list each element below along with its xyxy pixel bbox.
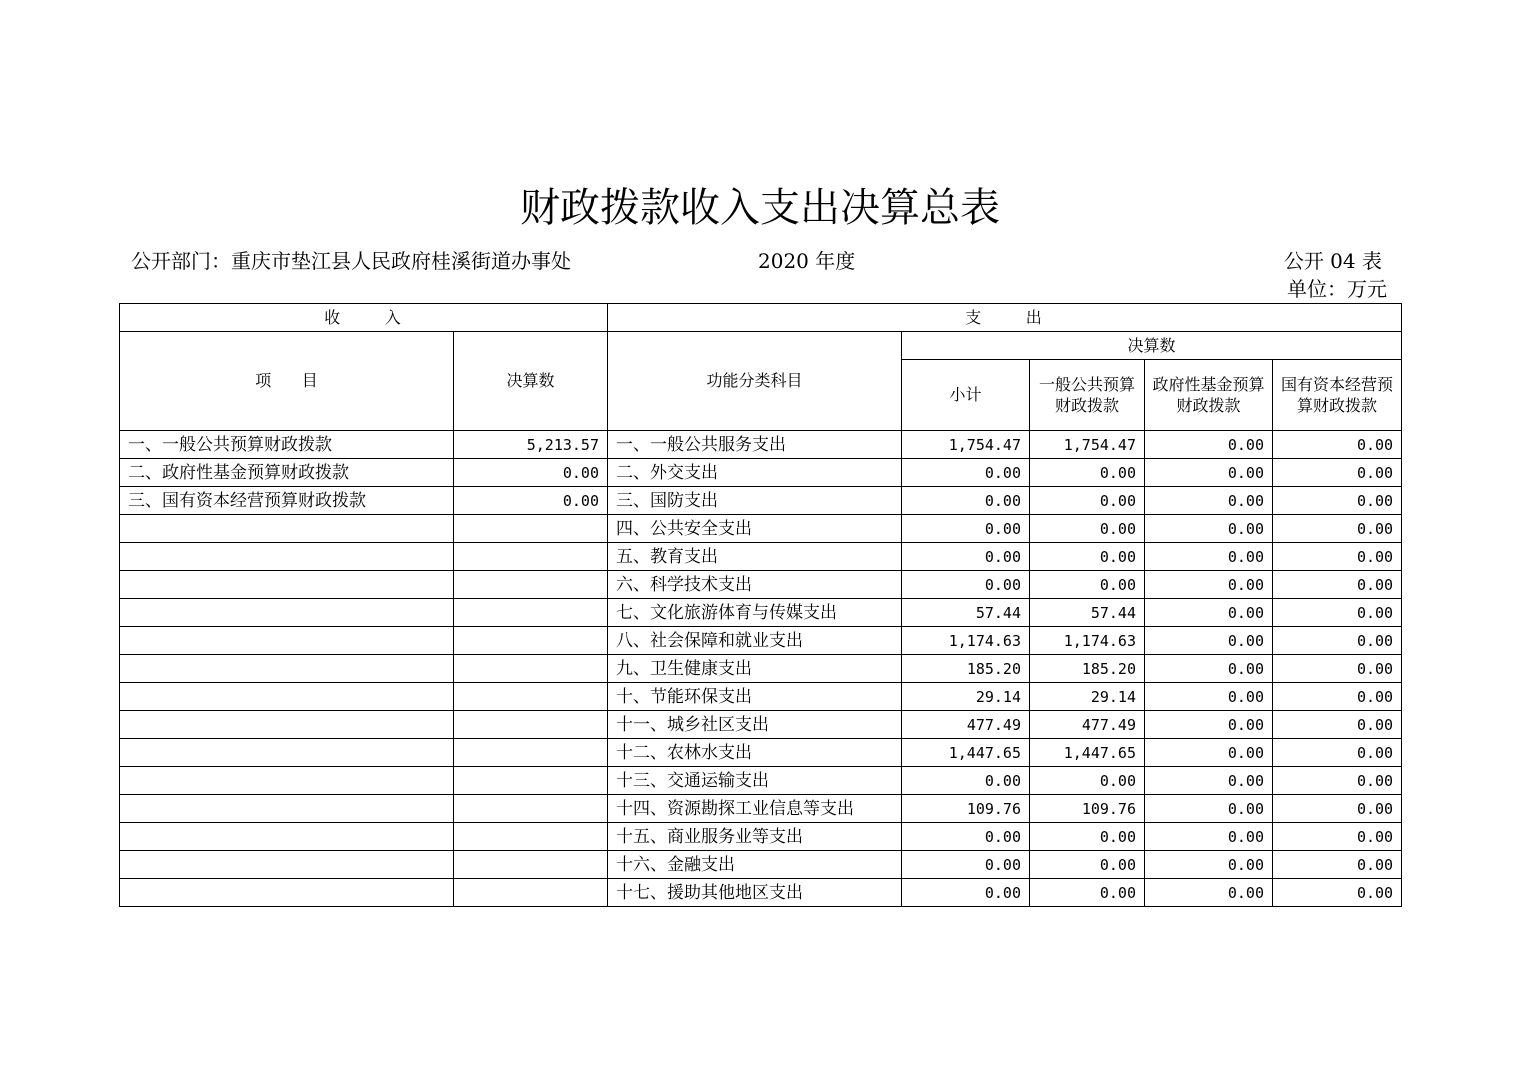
column-header-government-fund: 政府性基金预算财政拨款 [1145,360,1273,431]
state-capital-cell: 0.00 [1273,487,1402,515]
department-label: 公开部门：重庆市垫江县人民政府桂溪街道办事处 [131,249,571,273]
income-item-cell [120,851,454,879]
general-budget-cell: 57.44 [1030,599,1145,627]
government-fund-cell: 0.00 [1145,599,1273,627]
state-capital-cell: 0.00 [1273,767,1402,795]
state-capital-cell: 0.00 [1273,571,1402,599]
column-header-subtotal: 小计 [902,360,1030,431]
government-fund-cell: 0.00 [1145,879,1273,907]
general-budget-cell: 1,174.63 [1030,627,1145,655]
expense-item-cell: 十三、交通运输支出 [608,767,902,795]
income-item-cell [120,627,454,655]
government-fund-cell: 0.00 [1145,795,1273,823]
government-fund-cell: 0.00 [1145,711,1273,739]
government-fund-cell: 0.00 [1145,515,1273,543]
income-item-cell [120,655,454,683]
form-number-label: 公开 04 表 [1283,249,1382,273]
state-capital-cell: 0.00 [1273,823,1402,851]
subtotal-cell: 185.20 [902,655,1030,683]
subtotal-cell: 0.00 [902,459,1030,487]
income-item-cell [120,739,454,767]
subtotal-cell: 29.14 [902,683,1030,711]
expense-item-cell: 五、教育支出 [608,543,902,571]
expense-item-cell: 三、国防支出 [608,487,902,515]
income-amount-cell [454,655,608,683]
government-fund-cell: 0.00 [1145,655,1273,683]
general-budget-cell: 0.00 [1030,851,1145,879]
state-capital-cell: 0.00 [1273,655,1402,683]
table-row [120,711,1402,739]
column-header-state-capital: 国有资本经营预算财政拨款 [1273,360,1402,431]
general-budget-cell: 0.00 [1030,767,1145,795]
government-fund-cell: 0.00 [1145,487,1273,515]
table-row [120,459,1402,487]
income-amount-cell [454,599,608,627]
state-capital-cell: 0.00 [1273,515,1402,543]
expense-item-cell: 十六、金融支出 [608,851,902,879]
general-budget-cell: 0.00 [1030,459,1145,487]
income-item-cell [120,823,454,851]
income-amount-cell [454,711,608,739]
expense-item-cell: 十、节能环保支出 [608,683,902,711]
expense-item-cell: 二、外交支出 [608,459,902,487]
income-amount-cell [454,627,608,655]
income-amount-cell [454,515,608,543]
income-item-cell [120,515,454,543]
subtotal-cell: 0.00 [902,767,1030,795]
table-row [120,487,1402,515]
income-amount-cell [454,683,608,711]
table-row [120,543,1402,571]
government-fund-cell: 0.00 [1145,767,1273,795]
general-budget-cell: 109.76 [1030,795,1145,823]
state-capital-cell: 0.00 [1273,795,1402,823]
expense-item-cell: 十七、援助其他地区支出 [608,879,902,907]
unit-label: 单位：万元 [1287,277,1387,301]
subtotal-cell: 477.49 [902,711,1030,739]
income-amount-cell [454,823,608,851]
income-amount-cell: 0.00 [454,487,608,515]
expense-item-cell: 一、一般公共服务支出 [608,431,902,459]
income-item-cell [120,599,454,627]
subtotal-cell: 0.00 [902,543,1030,571]
income-item-cell [120,711,454,739]
government-fund-cell: 0.00 [1145,739,1273,767]
state-capital-cell: 0.00 [1273,739,1402,767]
general-budget-cell: 1,754.47 [1030,431,1145,459]
general-budget-cell: 0.00 [1030,543,1145,571]
state-capital-cell: 0.00 [1273,851,1402,879]
column-header-item: 项 目 [120,332,454,431]
expense-item-cell: 六、科学技术支出 [608,571,902,599]
column-header-final-amount-group: 决算数 [902,332,1402,360]
table-row [120,627,1402,655]
subtotal-cell: 109.76 [902,795,1030,823]
income-item-cell: 一、一般公共预算财政拨款 [120,431,454,459]
expense-item-cell: 九、卫生健康支出 [608,655,902,683]
expense-item-cell: 十五、商业服务业等支出 [608,823,902,851]
table-row [120,767,1402,795]
government-fund-cell: 0.00 [1145,571,1273,599]
expense-item-cell: 七、文化旅游体育与传媒支出 [608,599,902,627]
general-budget-cell: 185.20 [1030,655,1145,683]
expense-item-cell: 十一、城乡社区支出 [608,711,902,739]
fiscal-year-label: 2020 年度 [758,249,856,273]
state-capital-cell: 0.00 [1273,459,1402,487]
income-amount-cell [454,851,608,879]
general-budget-cell: 1,447.65 [1030,739,1145,767]
income-item-cell [120,543,454,571]
table-row [120,851,1402,879]
general-budget-cell: 0.00 [1030,823,1145,851]
table-row [120,795,1402,823]
expense-item-cell: 十四、资源勘探工业信息等支出 [608,795,902,823]
income-amount-cell [454,739,608,767]
state-capital-cell: 0.00 [1273,711,1402,739]
government-fund-cell: 0.00 [1145,627,1273,655]
table-row [120,823,1402,851]
income-item-cell [120,879,454,907]
income-amount-cell [454,767,608,795]
general-budget-cell: 0.00 [1030,879,1145,907]
income-amount-cell [454,543,608,571]
table-row [120,655,1402,683]
income-amount-cell: 0.00 [454,459,608,487]
expense-item-cell: 十二、农林水支出 [608,739,902,767]
state-capital-cell: 0.00 [1273,879,1402,907]
state-capital-cell: 0.00 [1273,599,1402,627]
budget-summary-table [119,303,1402,907]
state-capital-cell: 0.00 [1273,683,1402,711]
subtotal-cell: 1,754.47 [902,431,1030,459]
income-item-cell [120,767,454,795]
expense-section-header: 支 出 [608,304,1402,332]
general-budget-cell: 0.00 [1030,571,1145,599]
expense-item-cell: 八、社会保障和就业支出 [608,627,902,655]
table-row [120,683,1402,711]
column-header-function: 功能分类科目 [608,332,902,431]
general-budget-cell: 29.14 [1030,683,1145,711]
subtotal-cell: 57.44 [902,599,1030,627]
subtotal-cell: 0.00 [902,851,1030,879]
table-body [120,431,1402,907]
table-row [120,431,1402,459]
income-item-cell [120,571,454,599]
subtotal-cell: 1,174.63 [902,627,1030,655]
government-fund-cell: 0.00 [1145,683,1273,711]
income-amount-cell [454,795,608,823]
government-fund-cell: 0.00 [1145,823,1273,851]
state-capital-cell: 0.00 [1273,543,1402,571]
government-fund-cell: 0.00 [1145,431,1273,459]
government-fund-cell: 0.00 [1145,543,1273,571]
income-item-cell: 三、国有资本经营预算财政拨款 [120,487,454,515]
government-fund-cell: 0.00 [1145,851,1273,879]
income-amount-cell [454,879,608,907]
subtotal-cell: 0.00 [902,487,1030,515]
general-budget-cell: 477.49 [1030,711,1145,739]
government-fund-cell: 0.00 [1145,459,1273,487]
table-row [120,879,1402,907]
page-title: 财政拨款收入支出决算总表 [520,185,1000,231]
subtotal-cell: 0.00 [902,571,1030,599]
general-budget-cell: 0.00 [1030,487,1145,515]
income-section-header: 收 入 [120,304,608,332]
subtotal-cell: 0.00 [902,823,1030,851]
income-amount-cell: 5,213.57 [454,431,608,459]
table-row [120,739,1402,767]
state-capital-cell: 0.00 [1273,431,1402,459]
state-capital-cell: 0.00 [1273,627,1402,655]
table-row [120,571,1402,599]
general-budget-cell: 0.00 [1030,515,1145,543]
income-item-cell [120,683,454,711]
income-item-cell [120,795,454,823]
expense-item-cell: 四、公共安全支出 [608,515,902,543]
subtotal-cell: 0.00 [902,879,1030,907]
subtotal-cell: 1,447.65 [902,739,1030,767]
column-header-general-budget: 一般公共预算财政拨款 [1030,360,1145,431]
income-amount-cell [454,571,608,599]
table-row [120,515,1402,543]
subtotal-cell: 0.00 [902,515,1030,543]
table-row [120,599,1402,627]
income-item-cell: 二、政府性基金预算财政拨款 [120,459,454,487]
column-header-amount: 决算数 [454,332,608,431]
